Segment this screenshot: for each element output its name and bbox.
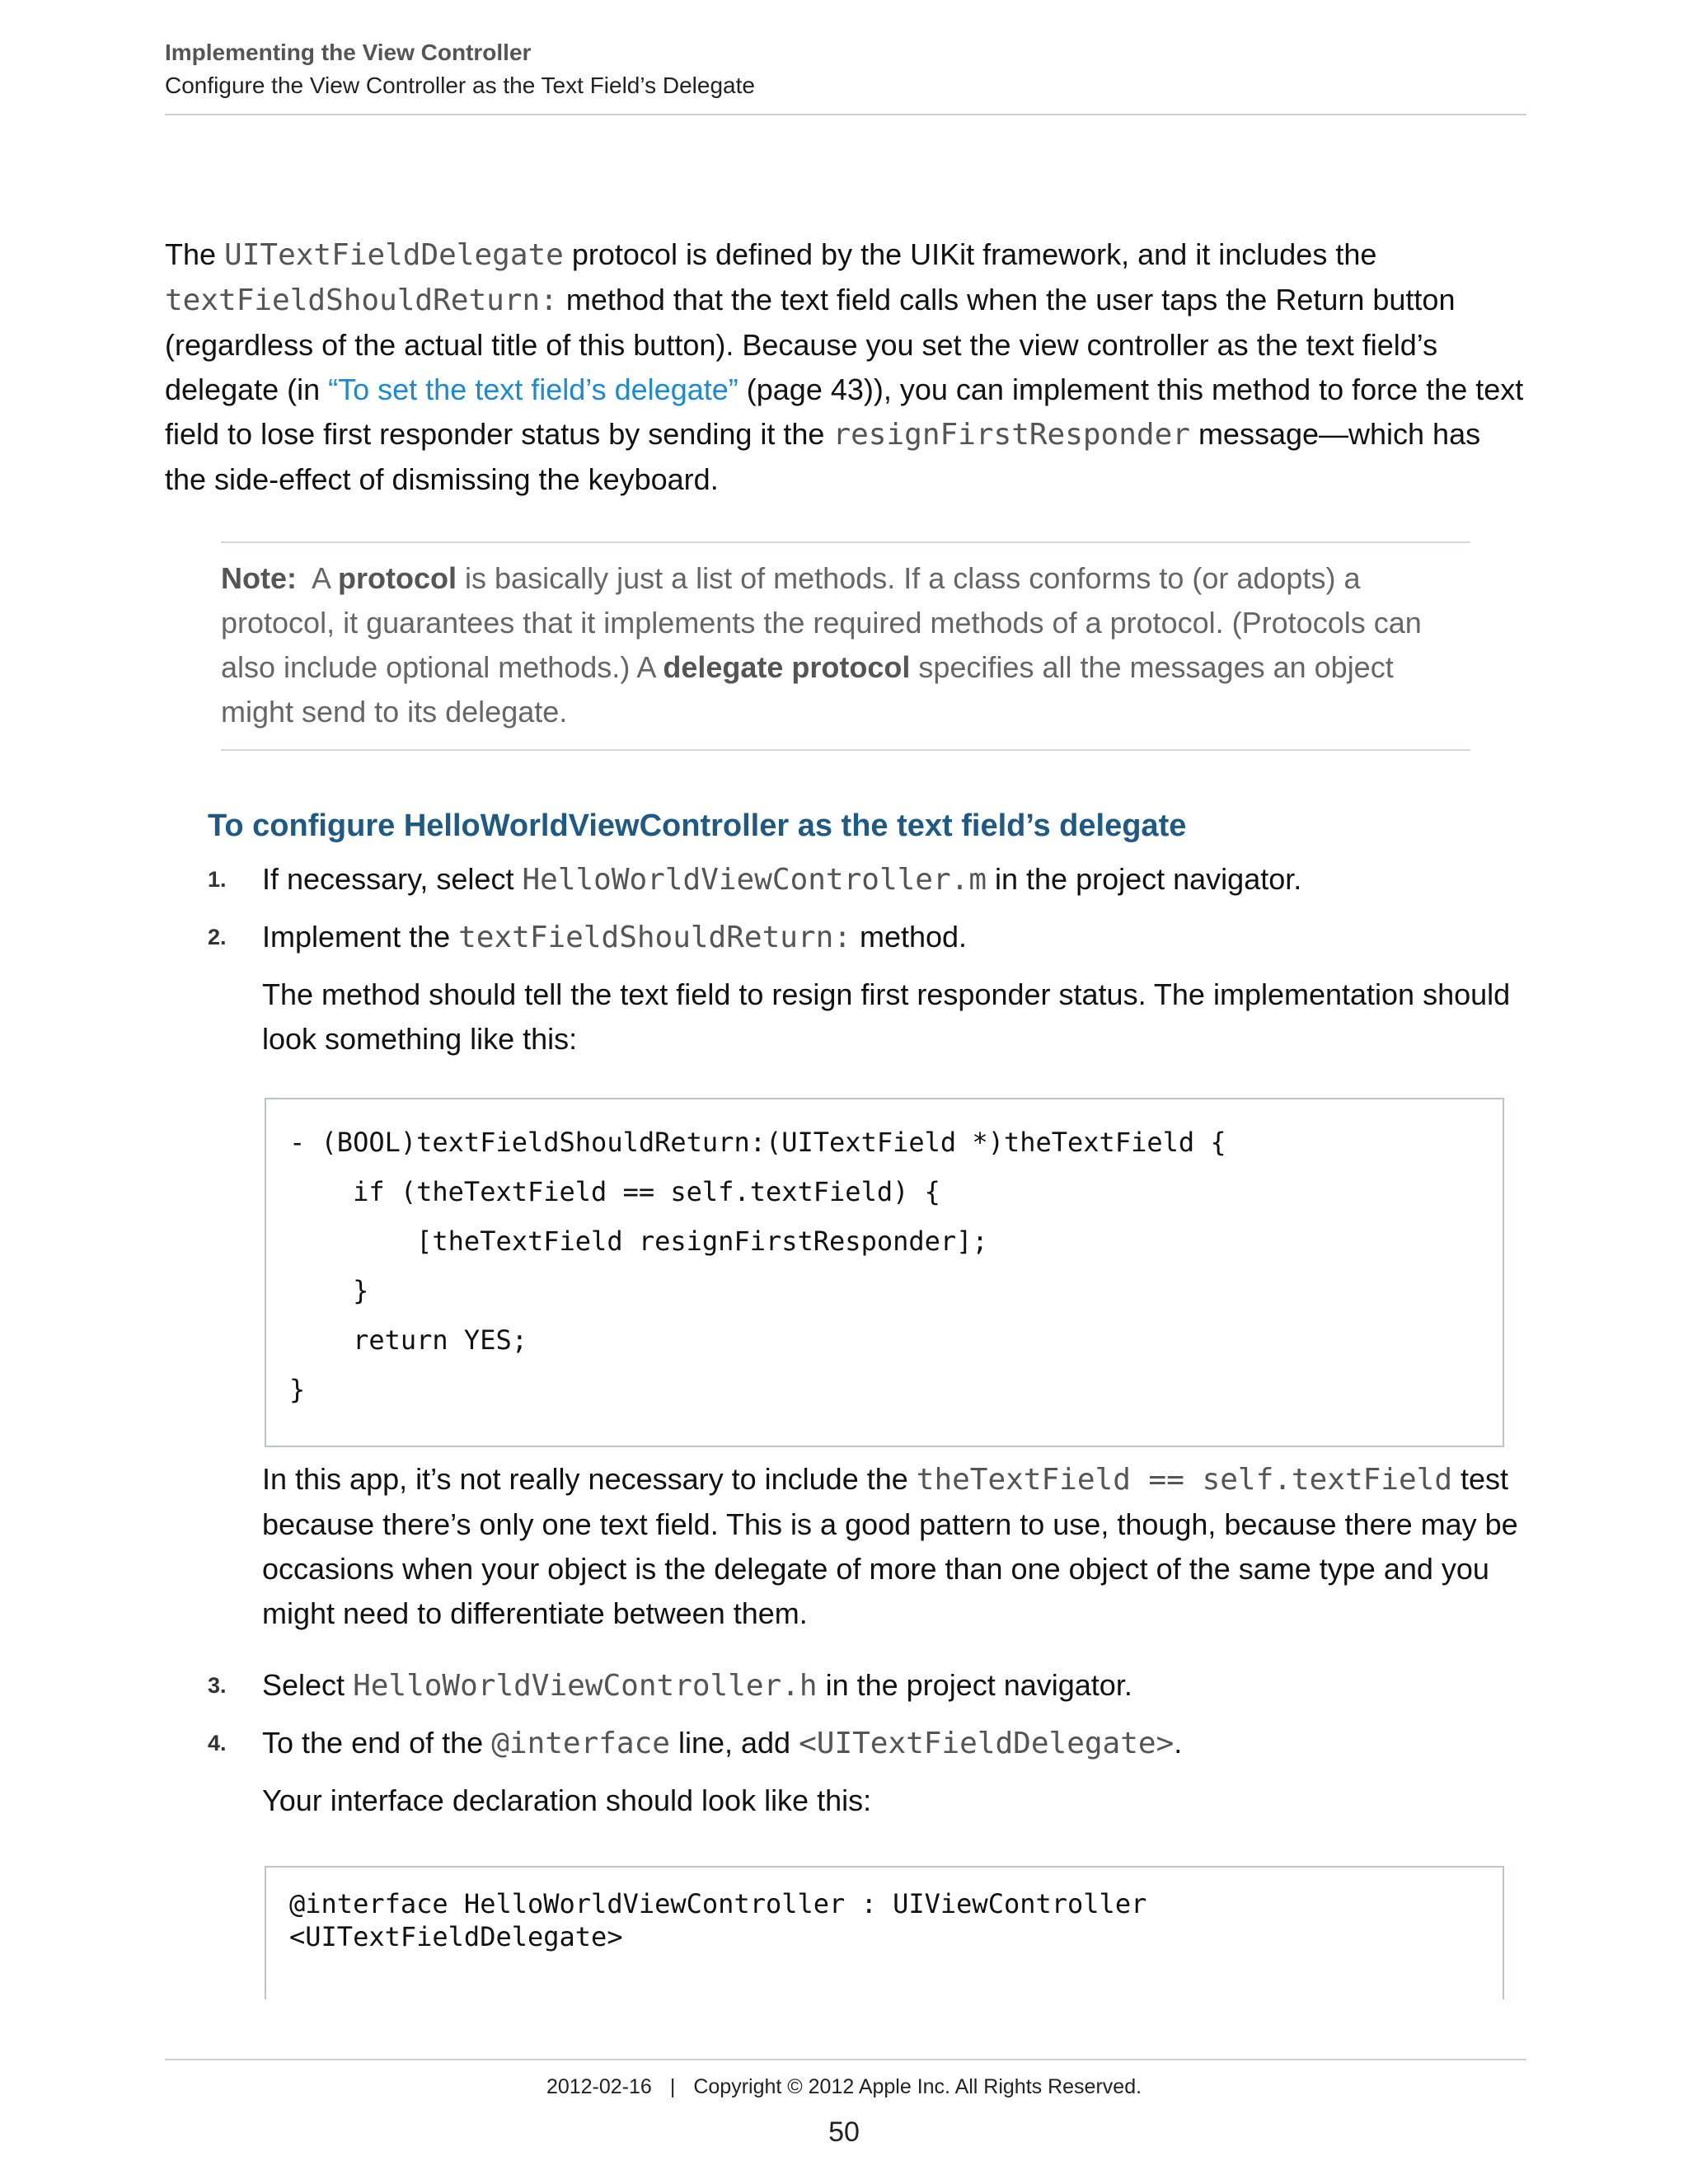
task-heading: To configure HelloWorldViewController as the text field’s delegate <box>208 808 1187 843</box>
note-text-1: A <box>297 561 339 595</box>
explanation-text-2: test because there’s only one text field. This is a good pattern to use, though, because there may be occasions when your object is the delegate of more than one object of the same type and you might need to differentiate between them. <box>262 1462 1518 1630</box>
note-text-2: is basically just a list of methods. If a class conforms to (or adopts) a protocol, it guarantees that it implements the required methods of a protocol. (Protocols can also include optional methods.) A <box>221 561 1422 684</box>
intro-text-3: method that the text field calls when the user taps the Return button (regardless of the actual title of this button). Because you set the view controller as the text field’s delegate (in <box>165 283 1456 406</box>
step-4-detail: Your interface declaration should look like this: <box>262 1783 872 1817</box>
step-4-text-1: To the end of the <box>262 1726 492 1760</box>
intro-paragraph <box>165 232 1526 502</box>
chapter-title: Implementing the View Controller <box>165 40 532 65</box>
intro-code-resign: resignFirstResponder <box>832 418 1190 452</box>
step-2-text-2: method. <box>851 920 968 954</box>
intro-text-2: protocol is defined by the UIKit framework, and it includes the <box>563 237 1377 271</box>
step-4-code-interface: @interface <box>491 1727 670 1760</box>
step-3-text-2: in the project navigator. <box>817 1668 1132 1702</box>
page-number: 50 <box>828 2116 860 2148</box>
explanation-text-1: In this app, it’s not really necessary to include the <box>262 1462 917 1496</box>
step-number: 3. <box>208 1673 227 1698</box>
step-text <box>262 1721 1526 1766</box>
step-3-text-1: Select <box>262 1668 354 1702</box>
step-2-text-1: Implement the <box>262 920 459 954</box>
code-line: @interface HelloWorldViewController : UIViewController <box>289 1888 1147 1919</box>
code-line: return YES; <box>289 1324 528 1356</box>
intro-code-delegate: UITextFieldDelegate <box>224 238 564 272</box>
step-number: 1. <box>208 867 227 892</box>
step-text <box>262 1663 1526 1708</box>
step-3-code: HelloWorldViewController.h <box>353 1669 818 1703</box>
code-line: } <box>289 1275 369 1306</box>
intro-code-method: textFieldShouldReturn: <box>165 284 558 317</box>
footer-copyright: Copyright © 2012 Apple Inc. All Rights Reserved. <box>693 2075 1142 2098</box>
code-block-interface <box>265 1866 1504 1999</box>
note-label: Note: <box>221 561 297 595</box>
code-line: [theTextField resignFirstResponder]; <box>289 1226 988 1257</box>
code-line: if (theTextField == self.textField) { <box>289 1176 940 1207</box>
step-4-text-2: line, add <box>669 1726 799 1760</box>
step-text <box>262 857 1526 902</box>
step-4-code-delegate: <UITextFieldDelegate> <box>799 1727 1175 1760</box>
cross-reference-link[interactable]: “To set the text field’s delegate” <box>328 373 738 406</box>
step-1-text-1: If necessary, select <box>262 862 523 896</box>
footer-divider <box>165 2059 1526 2060</box>
note-text-3: specifies all the messages an object might send to its delegate. <box>221 650 1394 729</box>
step-number: 4. <box>208 1731 227 1755</box>
note-term-delegate-protocol: delegate protocol <box>663 650 911 684</box>
footer-separator: | <box>669 2075 676 2098</box>
note-box <box>221 541 1470 751</box>
explanation-code: theTextField == self.textField <box>916 1463 1452 1497</box>
step-4-text-3: . <box>1174 1726 1183 1760</box>
code-line: } <box>289 1374 306 1405</box>
running-header <box>165 36 1526 102</box>
note-term-protocol: protocol <box>338 561 457 595</box>
step-number: 2. <box>208 925 227 949</box>
footer <box>0 2075 1688 2099</box>
step-2-code: textFieldShouldReturn: <box>458 921 851 954</box>
footer-date: 2012-02-16 <box>546 2075 652 2098</box>
step-2-explanation <box>262 1457 1526 1636</box>
step-2-detail: The method should tell the text field to resign first responder status. The implementation should look something like this: <box>262 977 1511 1056</box>
intro-text-4: (page 43)), you can implement this method to force the text field to lose first responder status by sending it the <box>165 373 1524 451</box>
intro-text-1: The <box>165 237 225 271</box>
section-title: Configure the View Controller as the Text Field’s Delegate <box>165 73 755 98</box>
code-line: - (BOOL)textFieldShouldReturn:(UITextField *)theTextField { <box>289 1127 1226 1158</box>
step-text <box>262 915 1526 960</box>
code-block-method <box>265 1098 1504 1447</box>
code-line: <UITextFieldDelegate> <box>289 1921 623 1952</box>
intro-text-5: message—which has the side-effect of dismissing the keyboard. <box>165 417 1481 496</box>
step-1-code: HelloWorldViewController.m <box>522 863 987 897</box>
step-1-text-2: in the project navigator. <box>987 862 1302 896</box>
header-divider <box>165 114 1526 115</box>
